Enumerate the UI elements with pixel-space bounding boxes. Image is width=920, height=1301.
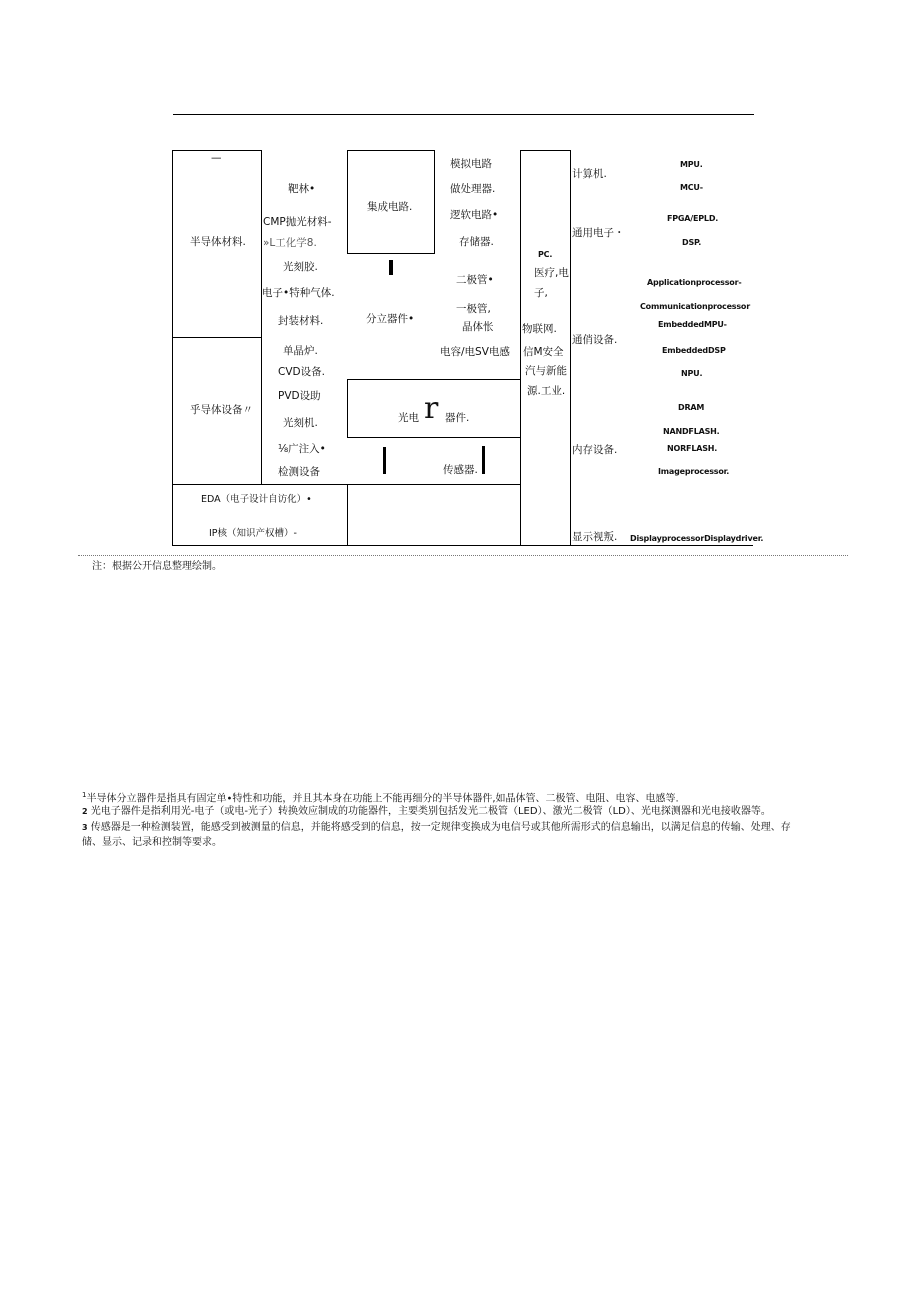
frame-bottom (172, 545, 753, 546)
general-item: FPGA/EPLD. (667, 214, 719, 223)
equipment-item: 单晶炉. (283, 345, 318, 357)
footnote-3-continued: 储、显示、记录和控制等要求。 (82, 837, 222, 848)
materials-item: 电子•特种气体. (262, 287, 335, 299)
ic-item: 模拟电路 (450, 158, 492, 170)
materials-item: 光刻胶. (283, 261, 318, 273)
comm-item: Communicationprocessor (640, 302, 750, 311)
footnote-text: 光电子器件是指利用光-电子（或电-光子）转换效应制成的功能器件，主要类别包括发光二极管（LED）、激光二极管（LD）、光电探测器和光电接收器等。 (90, 806, 771, 817)
app-col-top (520, 150, 570, 151)
opto-label-left: 光电 (398, 412, 419, 424)
discrete-label: 分立器件• (366, 313, 415, 325)
discrete-tail: 电容/电SV电感 (440, 346, 510, 358)
opto-glyph: r (424, 391, 439, 426)
app-col-left (520, 150, 521, 546)
discrete-item: 晶体怅 (462, 321, 494, 333)
memory-item: NANDFLASH. (663, 427, 720, 436)
general-item: DSP. (682, 238, 702, 247)
discrete-item: 一极管, (456, 303, 491, 315)
category-comm: 通俏设备. (572, 334, 618, 346)
comm-item: EmbeddedDSP (662, 346, 726, 355)
bar-mark (389, 260, 393, 275)
comm-item: NPU. (681, 369, 703, 378)
footnote-2 (82, 804, 771, 819)
app-item: 信M安全 (523, 346, 564, 358)
divider-mid (347, 484, 348, 546)
footnote-mark: 3 (82, 823, 88, 832)
footnote-text: 半导体分立器件是指具有固定单•特性和功能，并且其本身在功能上不能再细分的半导体器件,如晶体管、二极管、电阻、电容、电感等. (86, 793, 679, 805)
equipment-label: 乎导体设备〃 (190, 404, 253, 416)
equipment-item: 光刻机. (283, 417, 318, 429)
memory-item: NORFLASH. (667, 444, 718, 453)
category-memory: 内存设备. (572, 444, 618, 456)
sensor-bar-left (383, 447, 386, 474)
equipment-item: CVD设备. (278, 366, 325, 378)
footnote-mark: 1 (82, 791, 87, 799)
top-rule (173, 114, 754, 115)
comm-item: EmbeddedMPU- (658, 320, 727, 329)
app-item: 汽与新能 (525, 365, 567, 377)
sensor-label: 传感器. (443, 464, 478, 476)
display-item: DisplayprocessorDisplaydriver. (630, 534, 764, 543)
divider-eda (172, 484, 520, 485)
app-item: 子, (534, 287, 548, 299)
equipment-item: PVD设助 (278, 390, 321, 402)
eda-label: EDA（电子设计自访化）• (201, 494, 312, 505)
sensor-bar-right (482, 446, 485, 474)
opto-label-right: 器件. (445, 412, 470, 424)
app-item: 医疗,电 (534, 267, 569, 279)
app-item: PC. (538, 250, 553, 259)
materials-item: 封装材料. (278, 315, 324, 327)
ic-item: 做处理器. (450, 183, 496, 195)
memory-item: DRAM (678, 403, 705, 412)
divider-left-col (261, 150, 262, 484)
source-note: 注：根据公开信息整理绘制。 (92, 561, 222, 572)
dotted-separator (78, 555, 848, 556)
app-item: 源.工业. (527, 385, 566, 397)
discrete-item: 二极管• (456, 274, 494, 286)
ic-box-left (347, 150, 348, 254)
category-general: 通用电子・ (572, 227, 625, 239)
category-display: 显示视叛. (572, 531, 618, 543)
dash-label: — (211, 152, 222, 164)
equipment-item: ⅛广注入• (278, 443, 326, 455)
comm-item: Applicationprocessor- (647, 278, 742, 287)
opto-box-bottom (347, 437, 521, 438)
app-item: 物联网. (522, 323, 557, 335)
ic-box-right (434, 150, 435, 254)
opto-box-left (347, 379, 348, 437)
equipment-item: 检测设备 (278, 466, 320, 478)
materials-item: 靶林• (288, 183, 316, 195)
materials-item: »L工化学8. (263, 237, 317, 249)
app-col-right (570, 150, 571, 546)
opto-box-top (347, 379, 521, 380)
computer-item: MCU- (680, 183, 703, 192)
materials-item: CMP抛光材料- (263, 216, 332, 228)
ic-box-bottom (347, 253, 435, 254)
ip-label: IP核（知识产权槽）- (209, 528, 297, 539)
ic-item: 逻软电路• (450, 209, 499, 221)
ic-box-top (347, 150, 434, 151)
category-computer: 计算机. (572, 168, 607, 180)
materials-label: 半导体材料. (190, 236, 246, 248)
divider-materials (172, 337, 261, 338)
frame-left (172, 150, 173, 546)
footnote-3 (82, 820, 848, 835)
footnote-text: 传感器是一种检测装置，能感受到被测量的信息，并能将感受到的信息，按一定规律变换成为电信号或其他所需形式的信息输出，以满足信息的传输、处理、存 (90, 822, 791, 833)
computer-item: MPU. (680, 160, 703, 169)
ic-item: 存储器. (459, 236, 494, 248)
memory-item: Imageprocessor. (658, 467, 730, 476)
footnote-mark: 2 (82, 807, 88, 816)
ic-label: 集成电路. (367, 201, 413, 213)
